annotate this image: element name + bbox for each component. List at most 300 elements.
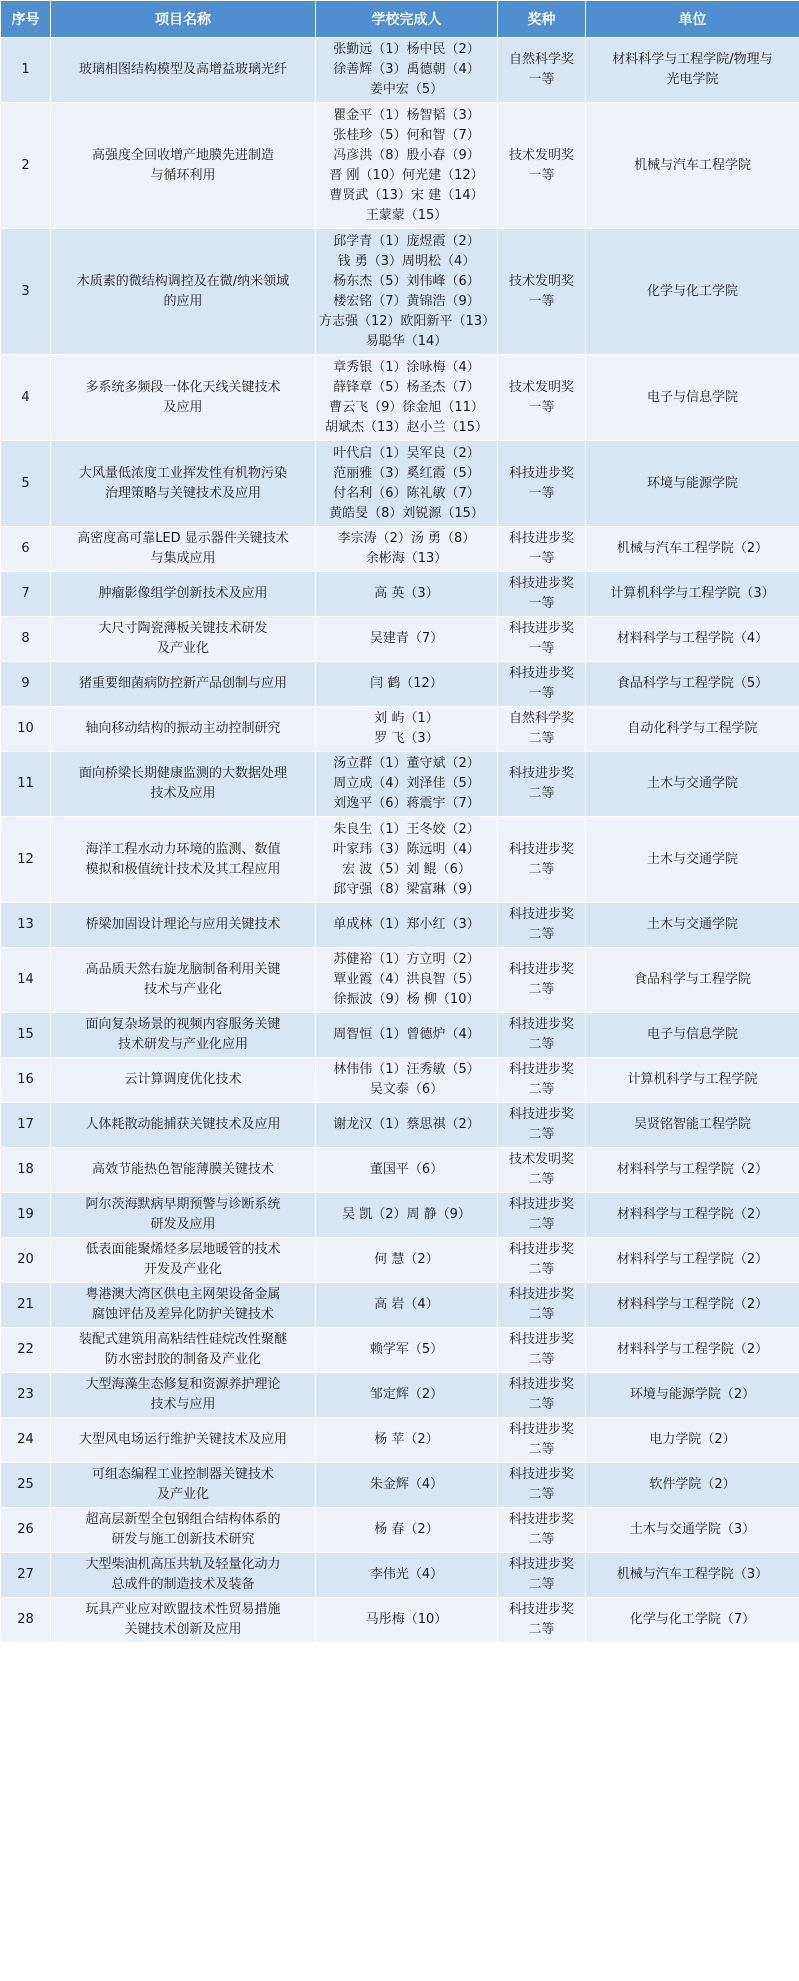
unit-line: 吴贤铭智能工程学院 bbox=[633, 1117, 751, 1132]
cell-award-type bbox=[498, 1238, 586, 1283]
cell-project-name bbox=[51, 1373, 316, 1418]
award-line: 科技进步奖 bbox=[508, 1332, 574, 1347]
unit-line: 材料科学与工程学院（4） bbox=[616, 631, 769, 646]
name-line: 猪重要细菌病防控新产品创制与应用 bbox=[78, 676, 287, 691]
people-line: 何 慧（2） bbox=[374, 1252, 439, 1267]
award-line: 技术发明奖 bbox=[508, 379, 574, 395]
cell-no: 4 bbox=[1, 355, 51, 441]
name-line: 肿瘤影像组学创新技术及应用 bbox=[98, 586, 268, 601]
table-row bbox=[1, 572, 799, 617]
cell-unit bbox=[586, 1058, 799, 1103]
award-line: 一等 bbox=[528, 641, 555, 656]
name-line: 木质素的微结构调控及在微/纳米领域 bbox=[76, 273, 290, 289]
award-line: 技术发明奖 bbox=[508, 1152, 574, 1167]
award-line: 自然科学奖 bbox=[508, 711, 574, 726]
name-line: 与循环利用 bbox=[150, 167, 216, 183]
table-row bbox=[1, 948, 799, 1013]
award-line: 二等 bbox=[528, 1217, 555, 1232]
name-line: 与集成应用 bbox=[150, 551, 216, 566]
cell-unit bbox=[586, 903, 799, 948]
name-line: 多系统多频段一体化天线关键技术 bbox=[85, 379, 281, 395]
cell-unit bbox=[586, 527, 799, 572]
people-line: 徐振波（9）杨 柳（10） bbox=[333, 992, 480, 1007]
header-project-name: 项目名称 bbox=[51, 1, 316, 38]
cell-unit bbox=[586, 1553, 799, 1598]
people-line: 周立成（4）刘泽佳（5） bbox=[333, 776, 480, 791]
people-line: 朱金辉（4） bbox=[369, 1477, 444, 1492]
award-line: 二等 bbox=[528, 786, 555, 801]
cell-award-type bbox=[498, 1283, 586, 1328]
cell-unit bbox=[586, 1193, 799, 1238]
cell-completers bbox=[316, 103, 498, 229]
cell-unit bbox=[586, 38, 799, 103]
table-row bbox=[1, 617, 799, 662]
cell-no: 14 bbox=[1, 948, 51, 1013]
cell-unit bbox=[586, 1148, 799, 1193]
table-row bbox=[1, 707, 799, 752]
cell-no: 1 bbox=[1, 38, 51, 103]
table-row bbox=[1, 355, 799, 441]
cell-completers bbox=[316, 752, 498, 817]
award-line: 二等 bbox=[528, 1037, 555, 1052]
people-line: 宏 波（5）刘 鲲（6） bbox=[342, 861, 471, 877]
cell-unit bbox=[586, 1418, 799, 1463]
award-line: 二等 bbox=[528, 1397, 555, 1412]
people-line: 薛锋章（5）杨圣杰（7） bbox=[333, 379, 480, 395]
people-line: 范丽雅（3）奚红霞（5） bbox=[333, 465, 480, 481]
cell-project-name bbox=[51, 1418, 316, 1463]
award-line: 技术发明奖 bbox=[508, 147, 574, 163]
award-line: 科技进步奖 bbox=[508, 576, 574, 591]
people-line: 章秀银（1）涂咏梅（4） bbox=[333, 359, 480, 375]
cell-completers bbox=[316, 1598, 498, 1643]
people-line: 余彬海（13） bbox=[365, 551, 448, 566]
people-line: 张勤远（1）杨中民（2） bbox=[333, 42, 480, 57]
name-line: 模拟和极值统计技术及其工程应用 bbox=[85, 861, 281, 877]
cell-award-type bbox=[498, 1328, 586, 1373]
people-line: 叶家玮（3）陈远明（4） bbox=[333, 841, 480, 857]
people-line: 董国平（6） bbox=[369, 1162, 444, 1177]
cell-project-name bbox=[51, 662, 316, 707]
cell-unit bbox=[586, 752, 799, 817]
name-line: 粤港澳大湾区供电主网架设备金属 bbox=[85, 1287, 281, 1302]
unit-line: 光电学院 bbox=[666, 72, 719, 87]
cell-unit bbox=[586, 229, 799, 355]
table-body bbox=[1, 38, 799, 1643]
unit-line: 环境与能源学院（2） bbox=[629, 1387, 756, 1402]
award-line: 二等 bbox=[528, 1307, 555, 1322]
award-line: 科技进步奖 bbox=[508, 621, 574, 636]
name-line: 高密度高可靠LED 显示器件关键技术 bbox=[77, 531, 289, 546]
cell-award-type bbox=[498, 572, 586, 617]
cell-project-name bbox=[51, 355, 316, 441]
cell-no: 25 bbox=[1, 1463, 51, 1508]
cell-project-name bbox=[51, 1238, 316, 1283]
award-line: 科技进步奖 bbox=[508, 1377, 574, 1392]
table-row bbox=[1, 1103, 799, 1148]
name-line: 可组态编程工业控制器关键技术 bbox=[91, 1467, 274, 1482]
cell-award-type bbox=[498, 948, 586, 1013]
people-line: 谢龙汉（1）蔡思祺（2） bbox=[333, 1117, 480, 1132]
cell-no: 7 bbox=[1, 572, 51, 617]
award-line: 自然科学奖 bbox=[508, 52, 574, 67]
name-line: 大风量低浓度工业挥发性有机物污染 bbox=[78, 465, 287, 481]
award-line: 科技进步奖 bbox=[508, 1107, 574, 1122]
cell-no: 11 bbox=[1, 752, 51, 817]
award-line: 二等 bbox=[528, 1082, 555, 1097]
name-line: 技术与产业化 bbox=[143, 982, 222, 997]
name-line: 及应用 bbox=[163, 399, 203, 415]
award-line: 科技进步奖 bbox=[508, 962, 574, 977]
people-line: 杨 苹（2） bbox=[374, 1432, 439, 1447]
name-line: 超高层新型全包钢组合结构体系的 bbox=[85, 1512, 281, 1527]
people-line: 徐善辉（3）禹德朝（4） bbox=[333, 62, 480, 77]
unit-line: 机械与汽车工程学院（3） bbox=[616, 1567, 769, 1582]
cell-no: 3 bbox=[1, 229, 51, 355]
award-line: 科技进步奖 bbox=[508, 841, 574, 857]
unit-line: 土木与交通学院 bbox=[646, 776, 738, 791]
people-line: 冯彦洪（8）殷小春（9） bbox=[333, 147, 480, 163]
people-line: 李宗涛（2）汤 勇（8） bbox=[337, 531, 476, 546]
name-line: 大尺寸陶瓷薄板关键技术研发 bbox=[98, 621, 268, 636]
table-header-row bbox=[1, 1, 799, 38]
award-line: 二等 bbox=[528, 861, 555, 877]
award-line: 科技进步奖 bbox=[508, 1467, 574, 1482]
cell-no: 21 bbox=[1, 1283, 51, 1328]
cell-no: 22 bbox=[1, 1328, 51, 1373]
cell-completers bbox=[316, 1508, 498, 1553]
cell-unit bbox=[586, 1508, 799, 1553]
people-line: 覃业霞（4）洪良智（5） bbox=[333, 972, 480, 987]
award-line: 技术发明奖 bbox=[508, 273, 574, 289]
cell-no: 17 bbox=[1, 1103, 51, 1148]
unit-line: 化学与化工学院 bbox=[646, 283, 738, 299]
award-line: 科技进步奖 bbox=[508, 1602, 574, 1617]
cell-award-type bbox=[498, 103, 586, 229]
name-line: 高强度全回收增产地膜先进制造 bbox=[91, 147, 274, 163]
header-award-type: 奖种 bbox=[498, 1, 586, 38]
cell-completers bbox=[316, 1463, 498, 1508]
cell-no: 12 bbox=[1, 817, 51, 903]
award-line: 科技进步奖 bbox=[508, 907, 574, 922]
cell-completers bbox=[316, 229, 498, 355]
people-line: 黄皓旻（8）刘锐源（15） bbox=[329, 505, 484, 521]
people-line: 瞿金平（1）杨智韬（3） bbox=[333, 107, 480, 123]
unit-line: 自动化科学与工程学院 bbox=[627, 721, 758, 736]
cell-award-type bbox=[498, 355, 586, 441]
cell-no: 16 bbox=[1, 1058, 51, 1103]
cell-project-name bbox=[51, 441, 316, 527]
unit-line: 土木与交通学院 bbox=[646, 917, 738, 932]
cell-no: 26 bbox=[1, 1508, 51, 1553]
name-line: 防水密封胶的制备及产业化 bbox=[104, 1352, 261, 1367]
cell-award-type bbox=[498, 752, 586, 817]
cell-award-type bbox=[498, 1463, 586, 1508]
people-line: 钱 勇（3）周明松（4） bbox=[337, 253, 476, 269]
name-line: 大型海藻生态修复和资源养护理论 bbox=[85, 1377, 281, 1392]
table-row bbox=[1, 1238, 799, 1283]
award-line: 一等 bbox=[528, 551, 555, 566]
cell-completers bbox=[316, 1418, 498, 1463]
table-row bbox=[1, 1373, 799, 1418]
cell-completers bbox=[316, 1373, 498, 1418]
cell-no: 19 bbox=[1, 1193, 51, 1238]
people-line: 周智恒（1）曾德炉（4） bbox=[333, 1027, 480, 1042]
cell-completers bbox=[316, 1238, 498, 1283]
table-row bbox=[1, 662, 799, 707]
table-row bbox=[1, 103, 799, 229]
cell-award-type bbox=[498, 1553, 586, 1598]
award-line: 一等 bbox=[528, 596, 555, 611]
name-line: 治理策略与关键技术及应用 bbox=[104, 485, 261, 501]
cell-project-name bbox=[51, 1103, 316, 1148]
cell-unit bbox=[586, 103, 799, 229]
unit-line: 环境与能源学院 bbox=[646, 475, 738, 491]
cell-no: 20 bbox=[1, 1238, 51, 1283]
cell-award-type bbox=[498, 1103, 586, 1148]
award-line: 二等 bbox=[528, 1127, 555, 1142]
unit-line: 机械与汽车工程学院（2） bbox=[616, 541, 769, 556]
people-line: 高 岩（4） bbox=[374, 1297, 439, 1312]
people-line: 单成林（1）郑小红（3） bbox=[333, 917, 480, 932]
cell-no: 28 bbox=[1, 1598, 51, 1643]
cell-award-type bbox=[498, 1193, 586, 1238]
header-no: 序号 bbox=[1, 1, 51, 38]
cell-unit bbox=[586, 1283, 799, 1328]
cell-no: 18 bbox=[1, 1148, 51, 1193]
cell-project-name bbox=[51, 103, 316, 229]
cell-no: 15 bbox=[1, 1013, 51, 1058]
award-line: 科技进步奖 bbox=[508, 1287, 574, 1302]
cell-project-name bbox=[51, 617, 316, 662]
people-line: 刘逸平（6）蒋震宇（7） bbox=[333, 796, 480, 811]
people-line: 杨东杰（5）刘伟峰（6） bbox=[333, 273, 480, 289]
unit-line: 材料科学与工程学院（2） bbox=[616, 1297, 769, 1312]
cell-project-name bbox=[51, 1508, 316, 1553]
cell-project-name bbox=[51, 948, 316, 1013]
cell-award-type bbox=[498, 707, 586, 752]
people-line: 李伟光（4） bbox=[369, 1567, 444, 1582]
cell-no: 23 bbox=[1, 1373, 51, 1418]
table-row bbox=[1, 1058, 799, 1103]
people-line: 赖学军（5） bbox=[369, 1342, 444, 1357]
people-line: 吴 凯（2）周 静（9） bbox=[342, 1207, 471, 1222]
people-line: 吴文泰（6） bbox=[369, 1082, 444, 1097]
name-line: 技术研发与产业化应用 bbox=[117, 1037, 248, 1052]
people-line: 王蒙蒙（15） bbox=[365, 207, 448, 223]
unit-line: 材料科学与工程学院（2） bbox=[616, 1342, 769, 1357]
name-line: 大型柴油机高压共轨及轻量化动力 bbox=[85, 1557, 281, 1572]
cell-project-name bbox=[51, 1463, 316, 1508]
cell-award-type bbox=[498, 662, 586, 707]
award-line: 科技进步奖 bbox=[508, 1017, 574, 1032]
name-line: 玩具产业应对欧盟技术性贸易措施 bbox=[85, 1602, 281, 1617]
people-line: 闫 鹤（12） bbox=[370, 676, 443, 691]
award-line: 一等 bbox=[528, 399, 555, 415]
cell-project-name bbox=[51, 1553, 316, 1598]
cell-completers bbox=[316, 1328, 498, 1373]
name-line: 面向桥梁长期健康监测的大数据处理 bbox=[78, 766, 287, 781]
award-line: 科技进步奖 bbox=[508, 1062, 574, 1077]
cell-unit bbox=[586, 948, 799, 1013]
cell-completers bbox=[316, 1148, 498, 1193]
cell-award-type bbox=[498, 1418, 586, 1463]
cell-unit bbox=[586, 1373, 799, 1418]
name-line: 高效节能热色智能薄膜关键技术 bbox=[91, 1162, 274, 1177]
award-line: 二等 bbox=[528, 1172, 555, 1187]
cell-award-type bbox=[498, 441, 586, 527]
unit-line: 土木与交通学院（3） bbox=[629, 1522, 756, 1537]
name-line: 轴向移动结构的振动主动控制研究 bbox=[85, 721, 281, 736]
cell-award-type bbox=[498, 38, 586, 103]
people-line: 马彤梅（10） bbox=[365, 1612, 448, 1627]
cell-completers bbox=[316, 355, 498, 441]
award-line: 一等 bbox=[528, 686, 555, 701]
unit-line: 机械与汽车工程学院 bbox=[633, 157, 751, 173]
name-line: 开发及产业化 bbox=[143, 1262, 222, 1277]
cell-project-name bbox=[51, 229, 316, 355]
unit-line: 材料科学与工程学院（2） bbox=[616, 1252, 769, 1267]
unit-line: 食品科学与工程学院（5） bbox=[616, 676, 769, 691]
people-line: 曹云飞（9）徐金旭（11） bbox=[329, 399, 484, 415]
award-line: 科技进步奖 bbox=[508, 1197, 574, 1212]
cell-project-name bbox=[51, 1148, 316, 1193]
people-line: 方志强（12）欧阳新平（13） bbox=[319, 313, 496, 329]
name-line: 低表面能聚烯烃多层地暖管的技术 bbox=[85, 1242, 281, 1257]
name-line: 阿尔茨海默病早期预警与诊断系统 bbox=[85, 1197, 281, 1212]
award-line: 一等 bbox=[528, 293, 555, 309]
unit-line: 土木与交通学院 bbox=[646, 851, 738, 867]
award-line: 一等 bbox=[528, 485, 555, 501]
name-line: 人体耗散动能捕获关键技术及应用 bbox=[85, 1117, 281, 1132]
table-row bbox=[1, 1013, 799, 1058]
cell-project-name bbox=[51, 707, 316, 752]
award-line: 二等 bbox=[528, 982, 555, 997]
unit-line: 材料科学与工程学院（2） bbox=[616, 1207, 769, 1222]
cell-no: 2 bbox=[1, 103, 51, 229]
award-line: 二等 bbox=[528, 1487, 555, 1502]
unit-line: 电子与信息学院 bbox=[646, 1027, 738, 1042]
cell-unit bbox=[586, 1103, 799, 1148]
award-line: 科技进步奖 bbox=[508, 1512, 574, 1527]
cell-completers bbox=[316, 948, 498, 1013]
award-line: 科技进步奖 bbox=[508, 465, 574, 481]
cell-award-type bbox=[498, 527, 586, 572]
table-row bbox=[1, 817, 799, 903]
cell-award-type bbox=[498, 903, 586, 948]
award-line: 二等 bbox=[528, 1262, 555, 1277]
cell-no: 6 bbox=[1, 527, 51, 572]
cell-completers bbox=[316, 1283, 498, 1328]
table-row bbox=[1, 1418, 799, 1463]
award-line: 科技进步奖 bbox=[508, 531, 574, 546]
people-line: 吴建青（7） bbox=[369, 631, 444, 646]
name-line: 关键技术创新及应用 bbox=[124, 1622, 242, 1637]
name-line: 及产业化 bbox=[156, 641, 209, 656]
cell-unit bbox=[586, 355, 799, 441]
cell-no: 8 bbox=[1, 617, 51, 662]
cell-unit bbox=[586, 662, 799, 707]
cell-project-name bbox=[51, 817, 316, 903]
award-line: 科技进步奖 bbox=[508, 766, 574, 781]
award-line: 一等 bbox=[528, 72, 555, 87]
header-unit: 单位 bbox=[586, 1, 799, 38]
name-line: 海洋工程水动力环境的监测、数值 bbox=[85, 841, 281, 857]
award-line: 一等 bbox=[528, 167, 555, 183]
name-line: 腐蚀评估及差异化防护关键技术 bbox=[91, 1307, 274, 1322]
award-line: 二等 bbox=[528, 927, 555, 942]
table-row bbox=[1, 1463, 799, 1508]
table-row bbox=[1, 1598, 799, 1643]
cell-completers bbox=[316, 707, 498, 752]
cell-project-name bbox=[51, 903, 316, 948]
cell-award-type bbox=[498, 1508, 586, 1553]
cell-award-type bbox=[498, 1148, 586, 1193]
unit-line: 材料科学与工程学院/物理与 bbox=[612, 52, 773, 67]
award-line: 二等 bbox=[528, 731, 555, 746]
cell-award-type bbox=[498, 617, 586, 662]
cell-project-name bbox=[51, 527, 316, 572]
award-line: 二等 bbox=[528, 1622, 555, 1637]
cell-no: 24 bbox=[1, 1418, 51, 1463]
cell-unit bbox=[586, 1598, 799, 1643]
name-line: 桥梁加固设计理论与应用关键技术 bbox=[85, 917, 281, 932]
table-row bbox=[1, 441, 799, 527]
cell-unit bbox=[586, 1328, 799, 1373]
cell-project-name bbox=[51, 1598, 316, 1643]
cell-unit bbox=[586, 617, 799, 662]
cell-award-type bbox=[498, 229, 586, 355]
cell-no: 27 bbox=[1, 1553, 51, 1598]
cell-unit bbox=[586, 1238, 799, 1283]
cell-project-name bbox=[51, 572, 316, 617]
cell-project-name bbox=[51, 752, 316, 817]
cell-completers bbox=[316, 1553, 498, 1598]
table-row bbox=[1, 527, 799, 572]
people-line: 汤立群（1）董守斌（2） bbox=[333, 756, 480, 771]
name-line: 面向复杂场景的视频内容服务关键 bbox=[85, 1017, 281, 1032]
unit-line: 材料科学与工程学院（2） bbox=[616, 1162, 769, 1177]
people-line: 付名利（6）陈礼敏（7） bbox=[333, 485, 480, 501]
people-line: 叶代启（1）吴军良（2） bbox=[333, 445, 480, 461]
cell-unit bbox=[586, 1013, 799, 1058]
award-line: 二等 bbox=[528, 1532, 555, 1547]
name-line: 的应用 bbox=[163, 293, 203, 309]
name-line: 技术与应用 bbox=[150, 1397, 216, 1412]
unit-line: 计算机科学与工程学院 bbox=[627, 1072, 758, 1087]
people-line: 罗 飞（3） bbox=[374, 731, 439, 746]
table-row bbox=[1, 903, 799, 948]
cell-completers bbox=[316, 572, 498, 617]
award-line: 科技进步奖 bbox=[508, 1422, 574, 1437]
cell-unit bbox=[586, 572, 799, 617]
cell-unit bbox=[586, 441, 799, 527]
cell-award-type bbox=[498, 1598, 586, 1643]
people-line: 晋 刚（10）何光建（12） bbox=[329, 167, 484, 183]
name-line: 研发与施工创新技术研究 bbox=[111, 1532, 255, 1547]
table-row bbox=[1, 752, 799, 817]
cell-award-type bbox=[498, 1058, 586, 1103]
cell-no: 9 bbox=[1, 662, 51, 707]
unit-line: 计算机科学与工程学院（3） bbox=[610, 586, 775, 601]
unit-line: 软件学院（2） bbox=[649, 1477, 736, 1492]
unit-line: 食品科学与工程学院 bbox=[633, 972, 751, 987]
cell-completers bbox=[316, 617, 498, 662]
award-line: 二等 bbox=[528, 1352, 555, 1367]
people-line: 高 英（3） bbox=[374, 586, 439, 601]
name-line: 大型风电场运行维护关键技术及应用 bbox=[78, 1432, 287, 1447]
people-line: 邹定辉（2） bbox=[369, 1387, 444, 1402]
